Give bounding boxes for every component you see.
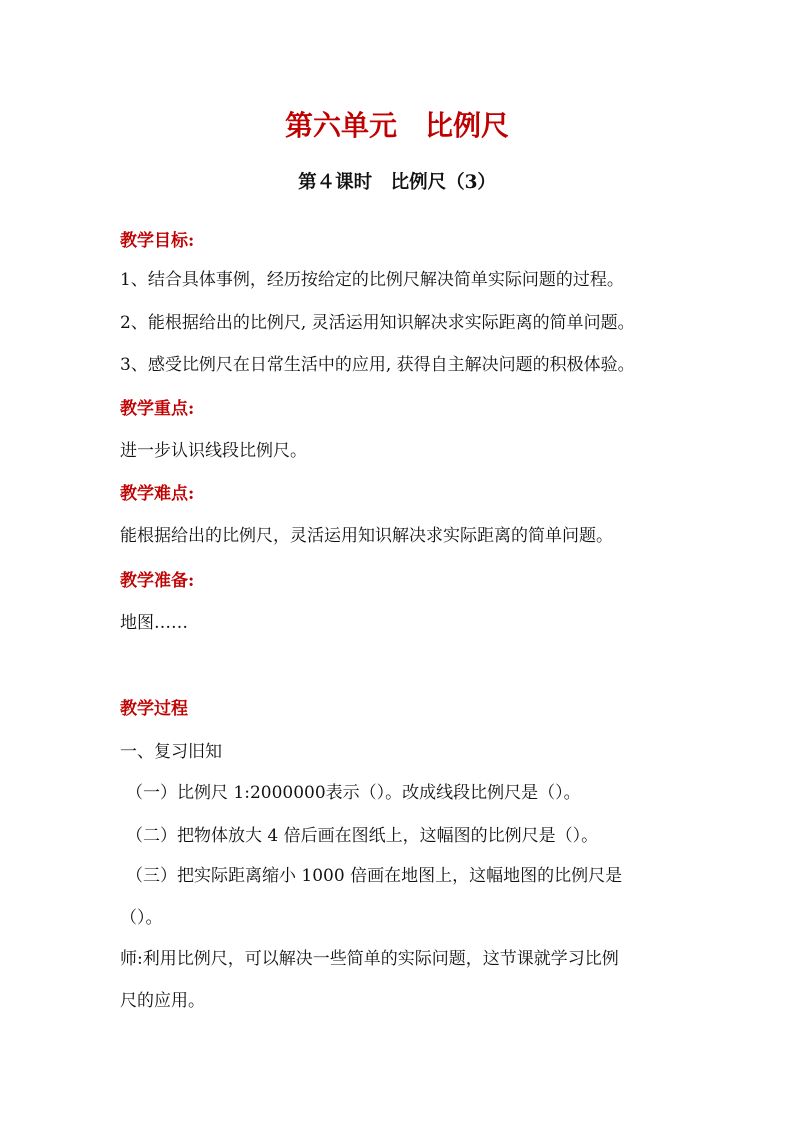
- review-question-2: （二）把物体放大 4 倍后画在图纸上，这幅图的比例尺是（）。: [126, 826, 599, 846]
- preparation-heading: 教学准备:: [120, 571, 195, 591]
- objective-item-2: 2、能根据给出的比例尺, 灵活运用知识解决求实际距离的简单问题。: [120, 313, 635, 333]
- objective-item-1: 1、结合具体事例，经历按给定的比例尺解决简单实际问题的过程。: [120, 270, 624, 290]
- preparation-text: 地图……: [120, 613, 188, 633]
- key-points-heading: 教学重点:: [120, 399, 195, 419]
- difficulties-heading: 教学难点:: [120, 484, 195, 504]
- process-heading: 教学过程: [120, 699, 188, 719]
- teacher-remark-continued: 尺的应用。: [120, 991, 205, 1011]
- review-section-title: 一、复习旧知: [120, 742, 222, 762]
- key-points-text: 进一步认识线段比例尺。: [120, 441, 307, 461]
- objectives-heading: 教学目标:: [120, 231, 195, 251]
- review-question-1: （一）比例尺 1:2000000表示（）。改成线段比例尺是（）。: [126, 783, 581, 803]
- review-question-3: （三）把实际距离缩小 1000 倍画在地图上，这幅地图的比例尺是: [126, 866, 623, 886]
- review-question-3-continued: （）。: [120, 908, 163, 928]
- objective-item-3: 3、感受比例尺在日常生活中的应用, 获得自主解决问题的积极体验。: [120, 355, 635, 375]
- difficulties-text: 能根据给出的比例尺，灵活运用知识解决求实际距离的简单问题。: [120, 526, 613, 546]
- unit-title: 第六单元 比例尺: [284, 109, 509, 142]
- teacher-remark: 师:利用比例尺，可以解决一些简单的实际问题，这节课就学习比例: [120, 949, 619, 969]
- lesson-subtitle: 第４课时 比例尺（3）: [298, 172, 496, 193]
